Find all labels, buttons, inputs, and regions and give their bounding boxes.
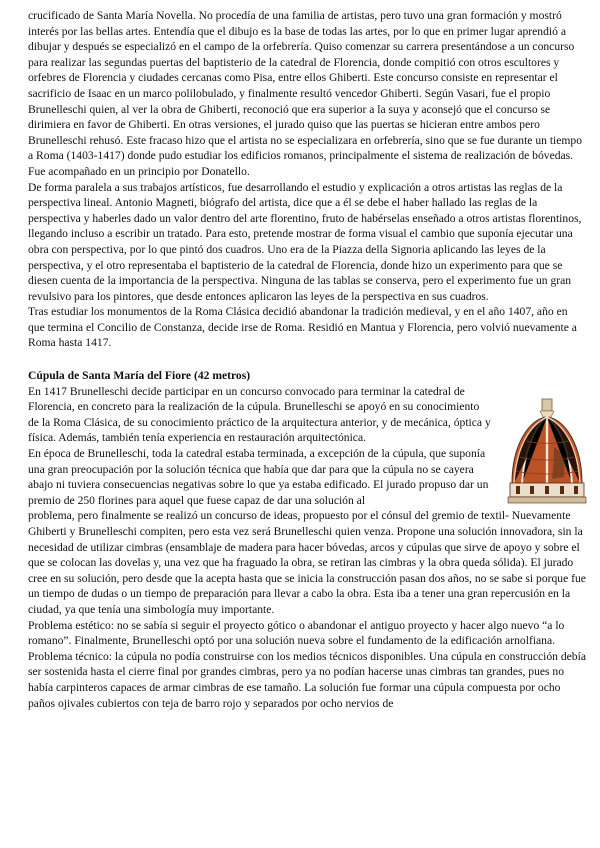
- dome-icon: [504, 397, 590, 505]
- spacer: [28, 351, 586, 368]
- paragraph: Problema técnico: la cúpula no podía construirse con los medios técnicos disponibles. Una cúpula en construcción debía ser sostenida hasta el cierre final por grandes cimbras, pero ya no podían hacerse unas cimbras tan grandes, pues no había carpinteros capaces de armar cimbras de ese tamaño. La solución fue formar una cúpula compuesta por ocho paños ojivales cubiertos con teja de barro rojo y separados por ocho nervios de: [28, 649, 586, 710]
- text-beside-figure: [28, 384, 492, 509]
- section-brunelleschi-early: [28, 8, 586, 351]
- paragraph: crucificado de Santa María Novella. No procedía de una familia de artistas, pero tuvo una gran formación y mostró interés por las bellas artes. Entendía que el dibujo es la base de todas las artes, por lo que en primer lugar aprendió a dibujar y después se especializó en el campo de la orfebrería. Quiso comenzar su carrera presentándose a un concurso para realizar las segundas puertas del baptisterio de la catedral de Florencia, donde compitió con otros escultores y orfebres de Florencia y ciudades cercanas como Pisa, entre ellos Ghiberti. Este concurso consiste en representar el sacrificio de Isaac en un marco polilobulado, y finalmente resultó vencedor Ghiberti. Según Vasari, fue el propio Brunelleschi quien, al ver la obra de Ghiberti, reconoció que era superior a la suya y aconsejó que el concurso se dirimiera en favor de Ghiberti. En otras versiones, el jurado quiso que las puertas se hicieran entre ambos pero Brunelleschi rehusó. Este fracaso hizo que el artista no se especializara en orfebrería, sino que se fue durante un tiempo a Roma (1403-1417) donde pudo estudiar los edificios romanos, principalmente el sistema de realización de bóvedas. Fue acompañado en un principio por Donatello.: [28, 9, 583, 178]
- paragraph: De forma paralela a sus trabajos artísticos, fue desarrollando el estudio y explicación a otros artistas las reglas de la perspectiva lineal. Antonio Magneti, biógrafo del artista, dice que a él se debe el haber hallado las reglas de la perspectiva y haberles dado un valor dentro del arte florentino, fruto de habérselas enseñado a otros artistas florentinos, llegando incluso a escribir un tratado. Para esto, pretende mostrar de forma visual el cambio que suponía ejecutar una obra con perspectiva, por lo que pintó dos cuadros. Uno era de la Piazza della Signoria aplicando las leyes de la perspectiva, y el otro representaba el baptisterio de la catedral de Florencia, donde hizo un experimento para que se diesen cuenta de la importancia de la perspectiva. Ninguna de las tablas se conserva, pero el experimento fue un gran revulsivo para los pintores, que desde entonces aplicaron las leyes de la perspectiva en sus cuadros.: [28, 180, 582, 303]
- paragraph: Problema estético: no se sabía si seguir el proyecto gótico o abandonar el antiguo proyecto y hacer algo nuevo “a lo romano”. Finalmente, Brunelleschi optó por una solución nueva sobre el fundamento de la edificación arnolfiana.: [28, 618, 565, 648]
- dome-illustration: [504, 397, 590, 505]
- paragraph: Tras estudiar los monumentos de la Roma Clásica decidió abandonar la tradición medieval, y en el año 1407, año en que termina el Concilio de Constanza, decide irse de Roma. Residió en Mantua y Florencia, pero volvió nuevamente a Roma hasta 1417.: [28, 305, 577, 350]
- paragraph: En 1417 Brunelleschi decide participar en un concurso convocado para terminar la catedral de Florencia, en concreto para la realización de la cúpula. Brunelleschi se apoyó en su conocimiento de la Roma Clásica, de su conocimiento práctico de la arquitectura anterior, y de mecánica, óptica y física. Además, también tenía experiencia en restauración arquitectónica.: [28, 384, 491, 445]
- section-cupula: [28, 368, 586, 711]
- paragraph: En época de Brunelleschi, toda la catedral estaba terminada, a excepción de la cúpula, que suponía una gran preocupación por la solución técnica que había que dar para que la cúpula no se cayera abajo ni tuviera consecuencias negativas sobre lo que ya estaba edificado. El jurado propuso dar un premio de 250 florines para aquel que fuese capaz de dar una solución al: [28, 447, 489, 507]
- paragraph: problema, pero finalmente se realizó un concurso de ideas, propuesto por el cónsul del gremio de textil- Nuevamente Ghiberti y Brunelleschi compiten, pero esta vez será Brunelleschi quien venza. Propone una solución innovadora, sin la necesidad de utilizar cimbras (ensamblaje de madera para hacer bóvedas, arcos y cúpulas que sirve de apoyo y sobre el que se colocan las dovelas y, una vez que ha fraguado la obra, se retiran las cimbras y la obra queda sólida). El jurado cree en su solución, pero desde que la acepta hasta que se inicia la construcción pasan dos años, no se sabe si porque fue un tiempo de dudas o un tiempo de preparación para llevar a cabo la obra. Esta iba a tener una gran repercusión en la ciudad, ya que tenía una simbología muy importante.: [28, 509, 586, 616]
- section-heading: Cúpula de Santa María del Fiore (42 metros): [28, 369, 251, 383]
